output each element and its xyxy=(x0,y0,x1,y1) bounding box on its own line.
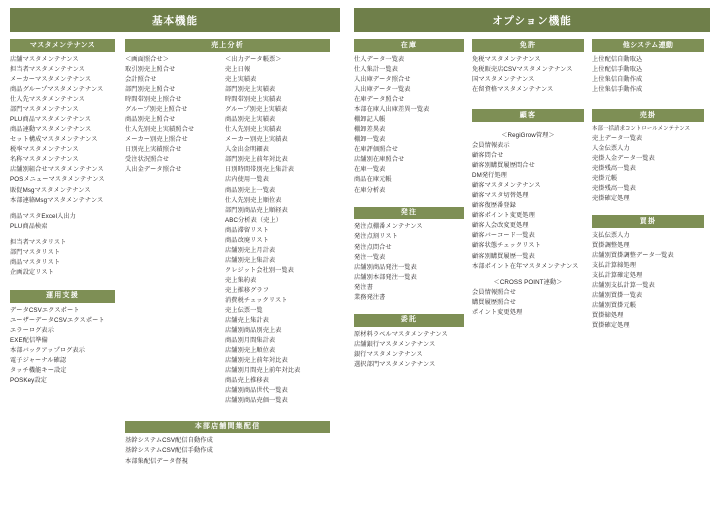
banner-option: オプション機能 xyxy=(354,8,710,32)
sales-two-columns xyxy=(125,55,330,407)
list-item: 銀行マスタメンテナンス xyxy=(354,350,423,358)
sub-head-regigrow: ＜RegiGrow管理＞ xyxy=(501,131,555,139)
list-item: 時間帯別売上実績表 xyxy=(225,96,282,104)
list-item: 売上日報 xyxy=(225,65,251,73)
list-item: 商品別売上一覧表 xyxy=(225,186,276,194)
list-zaiko-items xyxy=(354,55,464,196)
panel-basic-features xyxy=(10,8,340,467)
list-hq-items xyxy=(125,436,330,466)
list-urikake-items xyxy=(592,125,704,204)
list-item: 在庫分析表 xyxy=(354,186,386,194)
list-support-items xyxy=(10,306,115,386)
list-item: 店舗別売上集計表 xyxy=(225,256,276,264)
sales-sub-left xyxy=(125,55,225,407)
section-head-kokyaku: 顧客 xyxy=(472,109,584,122)
list-item: 会員情報表示 xyxy=(472,142,510,150)
list-item: 基幹システムCSV配信手動作成 xyxy=(125,447,213,455)
list-item: 上位配信自動取込 xyxy=(592,55,643,63)
column-license-customer xyxy=(472,39,584,378)
list-item: ABC分析表（売上） xyxy=(225,216,283,224)
block-renkei xyxy=(592,39,704,95)
list-item: 店舗別売上順位表 xyxy=(225,347,276,355)
section-head-hq: 本部店舗間集配信 xyxy=(125,421,330,434)
list-item: 店舗別買掛元帳 xyxy=(592,302,637,310)
list-item: 上位配信手動取込 xyxy=(592,65,643,73)
list-kokyaku-items xyxy=(472,125,584,318)
list-item: EXE配信準備 xyxy=(10,336,48,344)
block-kokyaku xyxy=(472,109,584,318)
list-itaku-items xyxy=(354,330,464,370)
list-item: 日別売上実績照合せ xyxy=(125,146,182,154)
list-item: 商品グループマスタメンテナンス xyxy=(10,86,104,94)
list-item: 発注書 xyxy=(354,283,373,291)
section-head-hacchu: 発注 xyxy=(354,207,464,220)
list-item: 発注点棚番メンテナンス xyxy=(354,223,423,231)
list-item: 商品別月間集計表 xyxy=(225,337,276,345)
list-item: 商品在庫元帳 xyxy=(354,176,392,184)
list-item: 顧客問合せ xyxy=(472,152,504,160)
list-item: 入金出金明細表 xyxy=(225,146,270,154)
list-item: 部門別売上前年対比表 xyxy=(225,156,288,164)
list-item: 商品滞留リスト xyxy=(225,226,269,234)
list-item: 店舗別支払計算一覧表 xyxy=(592,282,655,290)
list-item: グループ別売上実績表 xyxy=(225,106,288,114)
list-item: 免税販売店CSVマスタメンテナンス xyxy=(472,65,573,73)
list-item: 名称マスタメンテナンス xyxy=(10,156,79,164)
list-item: PLU商品検索 xyxy=(10,222,48,230)
list-item: 上位集信手動作成 xyxy=(592,86,643,94)
list-item: 上位集信自動作成 xyxy=(592,75,643,83)
list-item: データCSVエクスポート xyxy=(10,306,80,314)
block-urikake xyxy=(592,109,704,204)
list-item: 在留資格マスタメンテナンス xyxy=(472,86,554,94)
list-item: 電子ジャーナル確認 xyxy=(10,357,67,364)
list-item: 店舗別商品発注一覧表 xyxy=(354,263,417,271)
list-item: メーカー別売上実績表 xyxy=(225,136,288,144)
list-item: グループ別売上照合せ xyxy=(125,106,188,114)
list-item: 在庫評価照合せ xyxy=(354,146,399,154)
list-item: ユーザーデータCSVエクスポート xyxy=(10,316,105,324)
list-master-items xyxy=(10,55,115,278)
block-kaikake xyxy=(592,215,704,331)
list-sales-照合せ xyxy=(125,55,225,176)
list-item: 入出金データ照合せ xyxy=(125,166,182,174)
list-item: 入出庫データ照合せ xyxy=(354,75,411,83)
list-item: DM発行処理 xyxy=(472,172,507,180)
list-item: クレジット会社別一覧表 xyxy=(225,266,295,274)
list-item: 売上伝票一覧 xyxy=(225,307,263,315)
list-item: 商品売上推移表 xyxy=(225,377,270,385)
list-item: 商品マスタリスト xyxy=(10,258,61,266)
list-item: 在庫データ照合せ xyxy=(354,96,405,104)
list-item: 仕入集計一覧表 xyxy=(354,65,399,73)
list-item: 支払伝票入力 xyxy=(592,231,630,239)
list-item: 店舗別月間売上前年対比表 xyxy=(225,367,301,375)
list-item: 本部連絡Msgマスタメンテナンス xyxy=(10,196,104,204)
list-item: 店舗別商品別売上表 xyxy=(225,327,282,335)
list-item: 顧客復歴番登録 xyxy=(472,202,517,210)
list-item: 店舗別売上月計表 xyxy=(225,246,276,254)
list-item: セット構成マスタメンテナンス xyxy=(10,136,98,144)
list-item: エラーログ表示 xyxy=(10,326,55,334)
list-item: 受注状況照合せ xyxy=(125,156,170,164)
list-item: POSKey設定 xyxy=(10,377,47,385)
section-head-master: マスタメンテナンス xyxy=(10,39,115,52)
list-item: 担当者マスタリスト xyxy=(10,238,67,246)
column-master-maintenance xyxy=(10,39,115,407)
banner-basic: 基本機能 xyxy=(10,8,340,32)
list-item: 販促Msgマスタメンテナンス xyxy=(10,186,91,194)
list-item: 棚卸記入帳 xyxy=(354,116,386,124)
list-item: 店舗別組合せマスタメンテナンス xyxy=(10,166,104,174)
list-item: 会計照合せ xyxy=(125,75,157,83)
list-item: 部門マスタリスト xyxy=(10,248,61,256)
list-item: 売掛入金データ一覧表 xyxy=(592,154,655,162)
list-item: 顧客マスタメンテナンス xyxy=(472,182,541,190)
list-item: 顧客別購買履歴問合せ xyxy=(472,162,535,170)
list-item: 取引別売上照合せ xyxy=(125,65,176,73)
main-columns xyxy=(10,8,710,467)
list-item: 顧客状態チェックリスト xyxy=(472,242,541,250)
list-item: 日別時間帯別売上集計表 xyxy=(225,166,295,174)
list-item: 担当者マスタメンテナンス xyxy=(10,65,85,73)
group-title: ＜画面照合せ＞ xyxy=(125,55,170,63)
section-head-menkyo: 免許 xyxy=(472,39,584,52)
list-item: 棚卸差異表 xyxy=(354,126,386,134)
block-hq-distribution xyxy=(125,421,330,467)
block-master xyxy=(10,39,115,278)
list-item: 本部ポイント在年マスタメンテナンス xyxy=(472,262,579,270)
list-kaikake-items xyxy=(592,231,704,331)
list-item: 顧客マスタ切替処理 xyxy=(472,192,529,200)
list-item: 商品マスタExcel入出力 xyxy=(10,212,76,220)
list-item: 基幹システムCSV配信自動作成 xyxy=(125,437,213,445)
list-item: 仕入先別売上順位表 xyxy=(225,196,282,204)
list-item: 顧客ポイント変更処理 xyxy=(472,212,535,220)
panel-option-features xyxy=(354,8,710,378)
list-item: 売掛元帳 xyxy=(592,174,618,182)
list-item: メーカーマスタメンテナンス xyxy=(10,75,92,83)
list-item: 仕入先別売上実績照合せ xyxy=(125,126,195,134)
section-head-zaiko: 在庫 xyxy=(354,39,464,52)
section-head-itaku: 委託 xyxy=(354,314,464,327)
sub-head-crosspoint: ＜CROSS POINT連動＞ xyxy=(493,278,563,286)
column-inventory-group xyxy=(354,39,464,378)
list-item: 店舗別本部発注一覧表 xyxy=(354,273,417,281)
list-item: 部門別売上照合せ xyxy=(125,86,176,94)
list-item: 売上推移グラフ xyxy=(225,286,270,294)
list-item: 売上実績表 xyxy=(225,75,257,83)
list-item: 商品別売上実績表 xyxy=(225,116,276,124)
list-item: POSメニューマスタメンテナンス xyxy=(10,176,105,184)
list-item: 入金伝票入力 xyxy=(592,144,630,152)
list-menkyo-items xyxy=(472,55,584,95)
section-head-support: 運用支援 xyxy=(10,290,115,303)
list-item: 本部バックアップログ表示 xyxy=(10,346,86,354)
list-item: 在庫一覧表 xyxy=(354,166,386,174)
section-head-urikake: 売掛 xyxy=(592,109,704,122)
list-item: 消費税チェックリスト xyxy=(225,297,288,305)
list-item: 店内使用一覧表 xyxy=(225,176,270,184)
list-item: 商品別売上照合せ xyxy=(125,116,176,124)
list-item: 仕入先別売上実績表 xyxy=(225,126,282,134)
list-item: 買掛締処理 xyxy=(592,312,624,320)
basic-inner-row xyxy=(10,39,340,407)
section-head-kaikake: 買掛 xyxy=(592,215,704,228)
list-item: 売掛残高一覧表 xyxy=(592,184,637,192)
list-item: 入出庫データ一覧表 xyxy=(354,86,411,94)
list-item: 部門マスタメンテナンス xyxy=(10,106,79,114)
list-item: 売掛残高一覧表 xyxy=(592,164,637,172)
list-item: 選択部門マスタメンテナンス xyxy=(354,360,436,368)
list-item: 店舗別買掛一覧表 xyxy=(592,292,643,300)
list-sales-reports xyxy=(225,55,330,407)
list-item: 免税マスタメンテナンス xyxy=(472,55,541,63)
list-item: 支払計算締処理 xyxy=(592,262,637,270)
list-item: 店舗別商品世代一覧表 xyxy=(225,387,288,395)
list-item: 本部在庫入出庫差異一覧表 xyxy=(354,106,430,114)
list-item: 発注点問合せ xyxy=(354,243,392,251)
list-item: 顧客別購買履歴一覧表 xyxy=(472,252,535,260)
list-item: 棚卸一覧表 xyxy=(354,136,386,144)
list-item: 企画設定リスト xyxy=(10,268,54,276)
list-item: 店舗別買掛調整データ一覧表 xyxy=(592,252,674,260)
list-item: 買掛確定処理 xyxy=(592,322,630,330)
list-item: 売掛確定処理 xyxy=(592,195,630,202)
list-item: 店舗マスタメンテナンス xyxy=(10,55,79,63)
list-item: 部門別売上実績表 xyxy=(225,86,276,94)
list-item: タッチ機能キー設定 xyxy=(10,367,67,375)
section-head-sales: 売上分析 xyxy=(125,39,330,52)
block-itaku xyxy=(354,314,464,370)
list-item: 店舗別売上前年対比表 xyxy=(225,357,288,365)
list-item: 仕入データ一覧表 xyxy=(354,55,405,63)
list-item: 店舗銀行マスタメンテナンス xyxy=(354,340,436,348)
list-renkei-items xyxy=(592,55,704,95)
list-item: 本部一括請求コントロールメンテナンス xyxy=(592,125,691,132)
list-item: 国マスタメンテナンス xyxy=(472,75,535,83)
list-item: 会員情報照合せ xyxy=(472,288,517,296)
list-item: ポイント変更処理 xyxy=(472,308,523,316)
list-hacchu-items xyxy=(354,222,464,302)
list-item: 商品連動マスタメンテナンス xyxy=(10,126,92,134)
list-item: 原材料ラベルマスタメンテナンス xyxy=(354,330,448,338)
list-item: 購買履歴照合せ xyxy=(472,298,517,306)
column-sales-analysis xyxy=(125,39,330,407)
block-zaiko xyxy=(354,39,464,196)
list-item: 時間帯別売上照合せ xyxy=(125,96,182,104)
list-item: 売上データ一覧表 xyxy=(592,134,643,142)
list-item: 店舗売上集計表 xyxy=(225,317,270,325)
list-item: PLU商品マスタメンテナンス xyxy=(10,116,92,124)
list-item: 税率マスタメンテナンス xyxy=(10,146,79,154)
list-item: 店舗別在庫照合せ xyxy=(354,156,405,164)
list-item: 売上集約表 xyxy=(225,276,257,284)
section-head-renkei: 他システム連動 xyxy=(592,39,704,52)
list-item: 支払計算確定処理 xyxy=(592,272,643,280)
column-linkage-receivable xyxy=(592,39,704,378)
list-item: 仕入先マスタメンテナンス xyxy=(10,96,85,104)
list-item: メーカー別売上照合せ xyxy=(125,136,188,144)
list-item: 発注一覧表 xyxy=(354,253,386,261)
list-item: 顧客入会改変更処理 xyxy=(472,222,529,230)
block-support xyxy=(10,290,115,386)
list-item: 店舗別商品売価一覧表 xyxy=(225,397,288,405)
list-item: 商品改廃リスト xyxy=(225,236,269,244)
list-item: 買掛調整処理 xyxy=(592,241,630,249)
option-columns xyxy=(354,39,710,378)
block-hacchu xyxy=(354,207,464,303)
list-item: 業務発注書 xyxy=(354,293,386,301)
list-item: 本部集配信データ督視 xyxy=(125,457,188,465)
list-item: 顧客バーコード一覧表 xyxy=(472,232,535,240)
sales-sub-right xyxy=(225,55,330,407)
list-item: 発注点割リスト xyxy=(354,233,398,241)
block-menkyo xyxy=(472,39,584,95)
list-item: 部門別商品売上順経表 xyxy=(225,206,288,214)
group-title: ＜出力データ帳票＞ xyxy=(225,55,282,63)
